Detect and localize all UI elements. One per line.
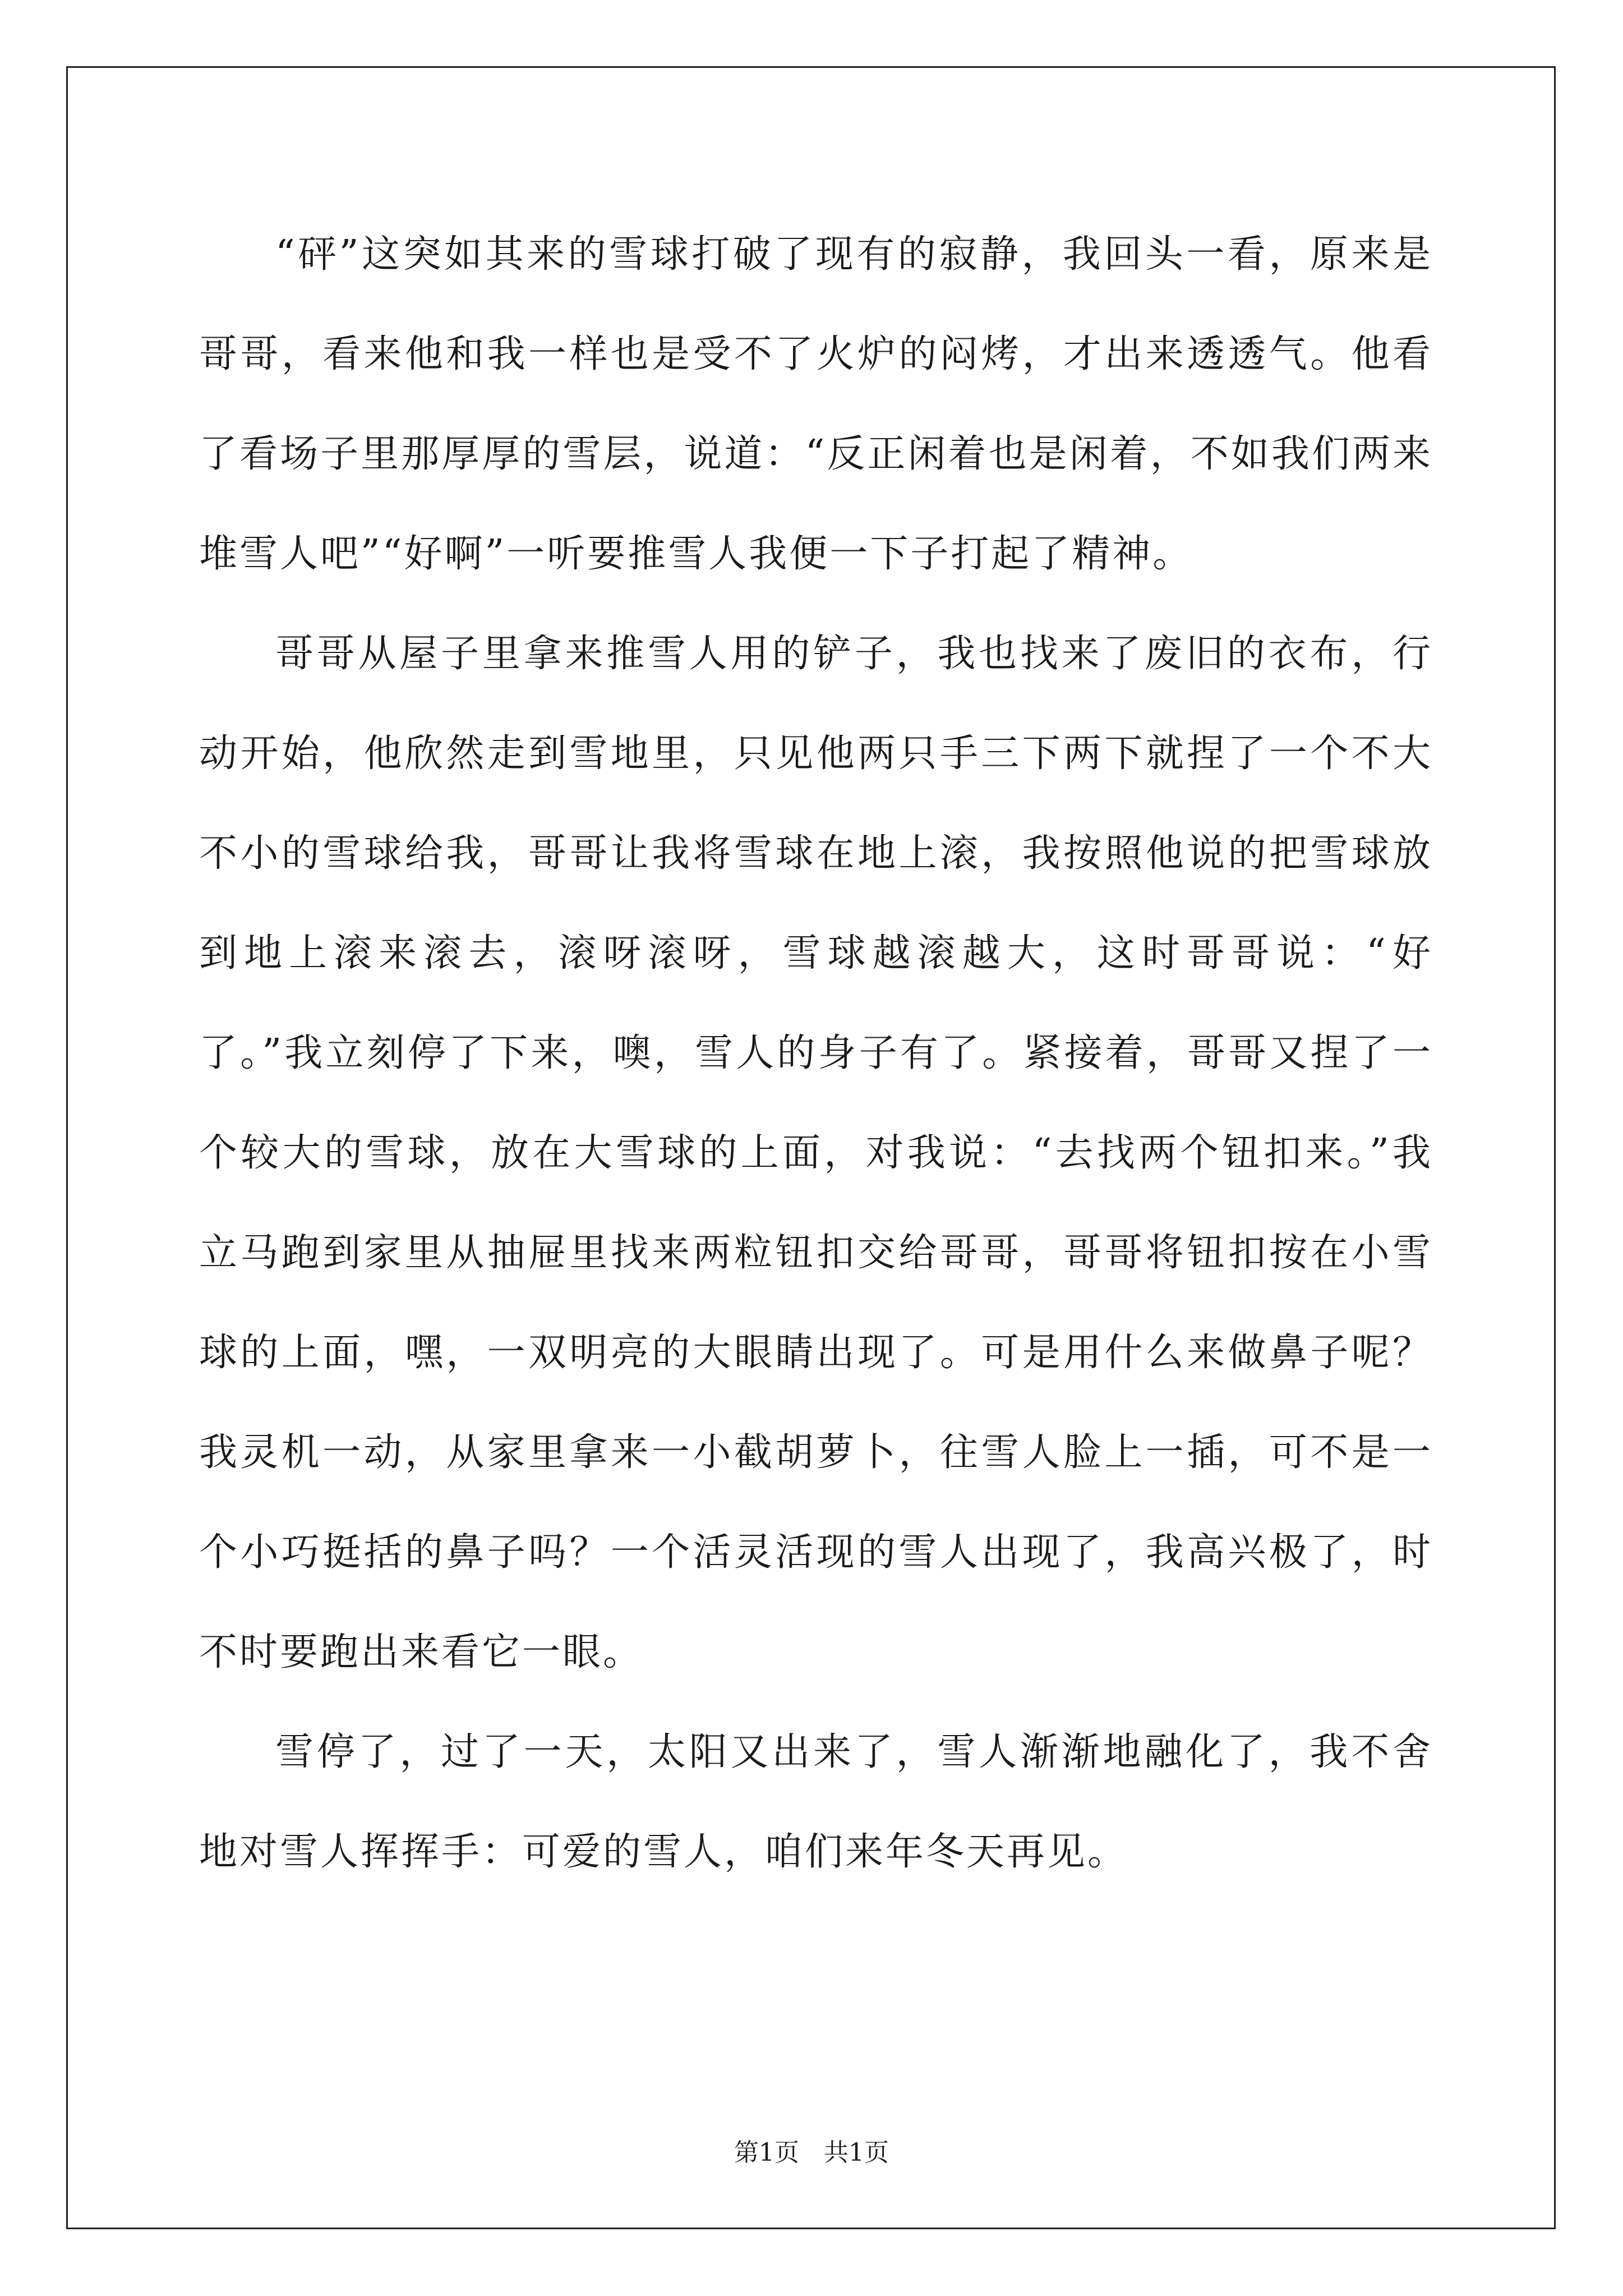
document-body: [199, 205, 1433, 1902]
page-number-footer: 第1页 共1页: [734, 2138, 889, 2167]
paragraph: 雪停了，过了一天，太阳又出来了，雪人渐渐地融化了，我不舍地对雪人挥挥手：可爱的雪人，咱们来年冬天再见。: [199, 1730, 1433, 1874]
paragraph: “砰”这突如其来的雪球打破了现有的寂静，我回头一看，原来是哥哥，看来他和我一样也是受不了火炉的闷烤，才出来透透气。他看了看场子里那厚厚的雪层，说道：“反正闲着也是闲着，不如我们两来堆雪人吧”“好啊”一听要推雪人我便一下子打起了精神。: [199, 232, 1433, 576]
paragraph: 哥哥从屋子里拿来推雪人用的铲子，我也找来了废旧的衣布，行动开始，他欣然走到雪地里，只见他两只手三下两下就捏了一个不大不小的雪球给我，哥哥让我将雪球在地上滚，我按照他说的把雪球放到地上滚来滚去，滚呀滚呀，雪球越滚越大，这时哥哥说：“好了。”我立刻停了下来，噢，雪人的身子有了。紧接着，哥哥又捏了一个较大的雪球，放在大雪球的上面，对我说：“去找两个钮扣来。”我立马跑到家里从抽屉里找来两粒钮扣交给哥哥，哥哥将钮扣按在小雪球的上面，嘿，一双明亮的大眼睛出现了。可是用什么来做鼻子呢？我灵机一动，从家里拿来一小截胡萝卜，往雪人脸上一插，可不是一个小巧挺括的鼻子吗？一个活灵活现的雪人出现了，我高兴极了，时不时要跑出来看它一眼。: [199, 632, 1433, 1674]
